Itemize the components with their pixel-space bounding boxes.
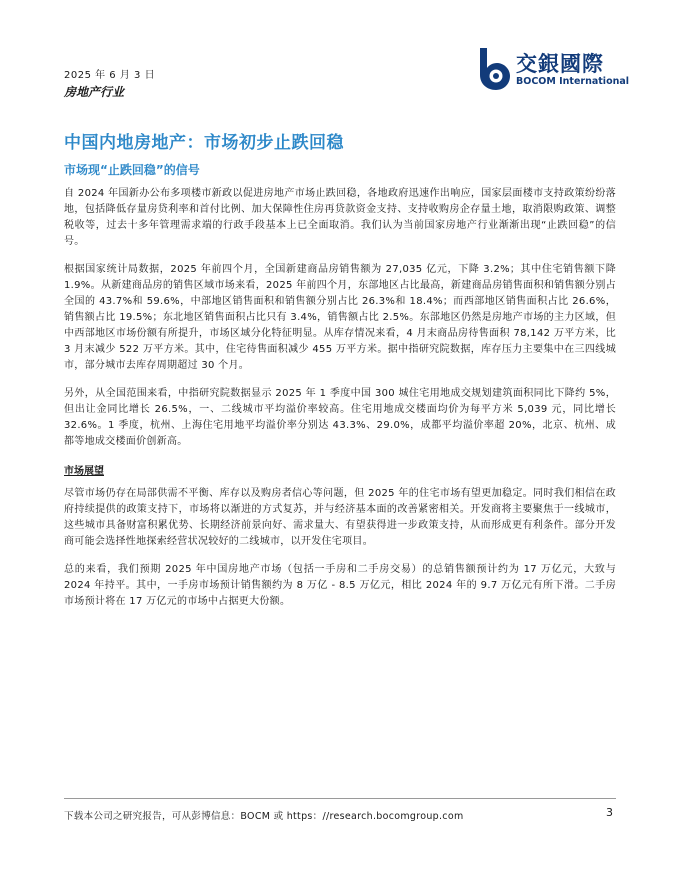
paragraph-sales-data: 根据国家统计局数据，2025 年前四个月，全国新建商品房销售额为 27,035 亿元，下降 3.2%；其中住宅销售额下降 1.9%。从新建商品房的销售区域市场来看，2025 年前四个月，东部地区占比最高，新建商品房销售面积和销售额分别占全国的 43.7%和 59.6%，中部地区销售面积和销售额分别占比 26.3%和 18.4%；而西部地区销售面积占比 26.6%，销售额占比 19.5%；东北地区销售面积占比只有 3.4%，销售额占比 2.5%。东部地区仍然是房地产市场的主力区域，但中西部地区市场份额有所提升，市场区域分化特征明显。从库存情况来看，4 月末商品房待售面积 78,142 万平方米，比 3 月末减少 522 万平方米。其中，住宅待售面积减少 455 万平方米。据中指研究院数据，库存压力主要集中在三四线城市，部分城市去库存周期超过 30 个月。	[64, 264, 616, 371]
sector-label: 房地产行业	[64, 85, 125, 99]
paragraph-forecast: 总的来看，我们预期 2025 年中国房地产市场（包括一手房和二手房交易）的总销售额预计约为 17 万亿元，大致与 2024 年持平。其中，一手房市场预计销售额约为 8 万亿 - 8.5 万亿元，相比 2024 年的 9.7 万亿元有所下滑。二手房市场预计将在 17 万亿元的市场中占据更大份额。	[64, 564, 616, 607]
logo-english-name: BOCOM International	[516, 76, 630, 87]
report-date: 2025 年 6 月 3 日	[64, 70, 156, 81]
bocom-logo-mark-icon	[472, 46, 512, 92]
paragraph-outlook: 尽管市场仍存在局部供需不平衡、库存以及购房者信心等问题，但 2025 年的住宅市场有望更加稳定。同时我们相信在政府持续提供的政策支持下，市场将以渐进的方式复苏，并与经济基本面的改善紧密相关。开发商将主要聚焦于一线城市，这些城市具备财富积累优势、长期经济前景向好、需求量大、有望获得进一步政策支持，从而形成更有利条件。部分开发商可能会选择性地探索经营状况较好的二线城市，以开发住宅项目。	[64, 488, 616, 547]
footer-divider	[64, 798, 616, 799]
paragraph-policy: 自 2024 年国新办公布多项楼市新政以促进房地产市场止跌回稳，各地政府迅速作出响应，国家层面楼市支持政策纷纷落地，包括降低存量房贷利率和首付比例、加大保障性住房再贷款资金支持、支持收购房企存量土地，取消限购政策、调整税收等，过去十多年管理需求端的行政手段基本上已全面取消。我们认为当前国家房地产行业渐渐出现“止跌回稳”的信号。	[64, 188, 616, 247]
logo-chinese-name: 交銀國際	[516, 52, 604, 76]
paragraph-land-market: 另外，从全国范围来看，中指研究院数据显示 2025 年 1 季度中国 300 城住宅用地成交规划建筑面积同比下降约 5%，但出让金同比增长 26.5%，一、二线城市平均溢价率较高。住宅用地成交楼面均价为每平方米 5,039 元，同比增长 32.6%。1 季度，杭州、上海住宅用地平均溢价率分别达 43.3%、29.0%，成都平均溢价率超 20%，北京、杭州、成都等地成交楼面价创新高。	[64, 388, 616, 447]
section-subtitle: 市场现“止跌回稳”的信号	[64, 163, 200, 177]
footer-download-note: 下载本公司之研究报告，可从彭博信息：BOCM 或 https：//research.bocomgroup.com	[64, 811, 464, 822]
outlook-heading: 市场展望	[64, 466, 104, 477]
report-title: 中国内地房地产：市场初步止跌回稳	[64, 133, 344, 153]
bocom-logo	[470, 46, 630, 92]
page-number: 3	[606, 806, 613, 819]
report-body	[64, 128, 616, 622]
